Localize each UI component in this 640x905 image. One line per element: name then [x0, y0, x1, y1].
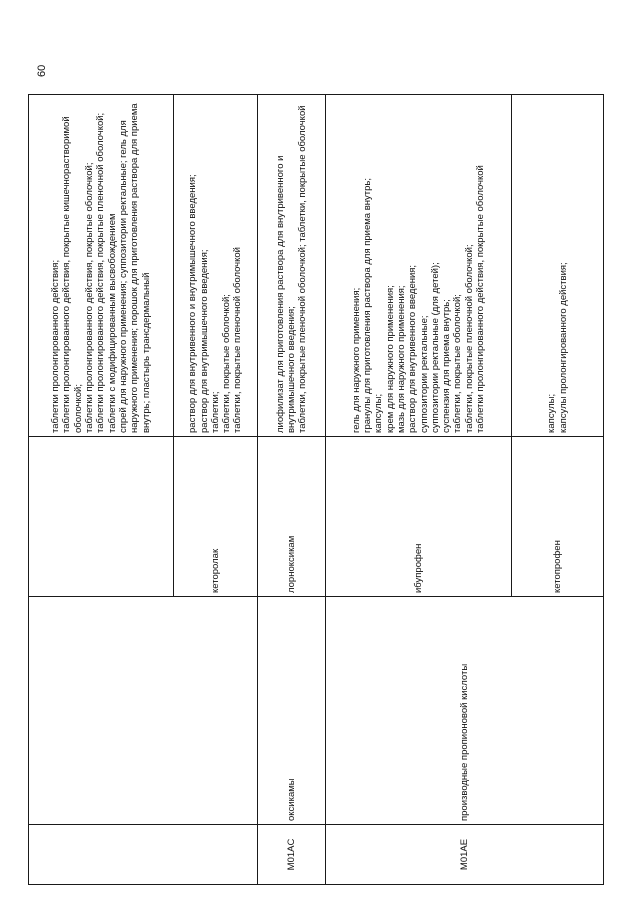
rotated-page: [28, 30, 603, 885]
forms-cell: [326, 95, 512, 437]
atc-code-cell: M01AE: [326, 825, 604, 885]
form-line: гель для наружного применения;: [350, 287, 362, 433]
drug-cell: лорноксикам: [258, 437, 326, 597]
form-line: капсулы пролонгированного действия;: [557, 262, 569, 433]
forms-cell: [174, 95, 258, 437]
forms-cell: [29, 95, 174, 437]
group-cell: производные пропионовой кислоты: [326, 597, 604, 825]
table-row: [326, 95, 512, 885]
form-line: раствор для внутривенного и внутримышечного введения;: [187, 174, 199, 433]
drug-cell: кеторолак: [174, 437, 258, 597]
form-line: таблетки, покрытые оболочкой;: [452, 294, 464, 433]
forms-cell: [258, 95, 326, 437]
form-line: таблетки пролонгированного действия, покрытые оболочкой: [474, 165, 486, 433]
atc-code-cell: [29, 825, 258, 885]
form-line: таблетки, покрытые пленочной оболочкой;: [463, 244, 475, 433]
form-line: таблетки с модифицированным высвобождением: [106, 213, 118, 433]
form-line: таблетки, покрытые оболочкой;: [221, 294, 233, 433]
form-line: таблетки, покрытые пленочной оболочкой: [232, 247, 244, 433]
form-line: раствор для внутримышечного введения;: [198, 249, 210, 433]
drug-cell: кетопрофен: [512, 437, 604, 597]
form-line: лиофилизат для приготовления раствора для внутривенного и внутримышечного введения;: [274, 155, 297, 433]
form-line: таблетки, покрытые пленочной оболочкой; таблетки, покрытые оболочкой: [297, 105, 309, 433]
page-number: 60: [36, 64, 48, 77]
form-line: мазь для наружного применения;: [395, 285, 407, 433]
group-cell: [29, 597, 258, 825]
form-line: таблетки пролонгированного действия, покрытые оболочкой;: [84, 162, 96, 433]
drug-cell: ибупрофен: [326, 437, 512, 597]
form-line: гранулы для приготовления раствора для приема внутрь;: [362, 178, 374, 433]
form-line: капсулы;: [546, 393, 558, 433]
forms-cell: [512, 95, 604, 437]
form-line: раствор для внутривенного введения;: [407, 264, 419, 433]
group-cell: оксикамы: [258, 597, 326, 825]
form-line: капсулы;: [373, 393, 385, 433]
form-line: таблетки пролонгированного действия, покрытые пленочной оболочкой;: [95, 112, 107, 433]
form-line: таблетки;: [209, 391, 221, 433]
form-line: крем для наружного применения;: [384, 285, 396, 433]
table-row: [258, 95, 326, 885]
form-line: суспензия для приема внутрь;: [441, 299, 453, 433]
form-line: суппозитории ректальные (для детей);: [429, 262, 441, 433]
form-line: суппозитории ректальные;: [418, 315, 430, 433]
drug-cell: [29, 437, 174, 597]
form-line: спрей для наружного применения; суппозитории ректальные; гель для наружного применения; порошок для приготовления раствора для приема внутрь; пластырь трансдермальный: [117, 103, 152, 433]
form-line: таблетки пролонгированного действия, покрытые кишечнорастворимой оболочкой;: [61, 116, 84, 433]
form-line: таблетки пролонгированного действия;: [50, 259, 62, 433]
drug-table: [28, 94, 604, 885]
table-row: [29, 95, 174, 885]
atc-code-cell: M01AC: [258, 825, 326, 885]
